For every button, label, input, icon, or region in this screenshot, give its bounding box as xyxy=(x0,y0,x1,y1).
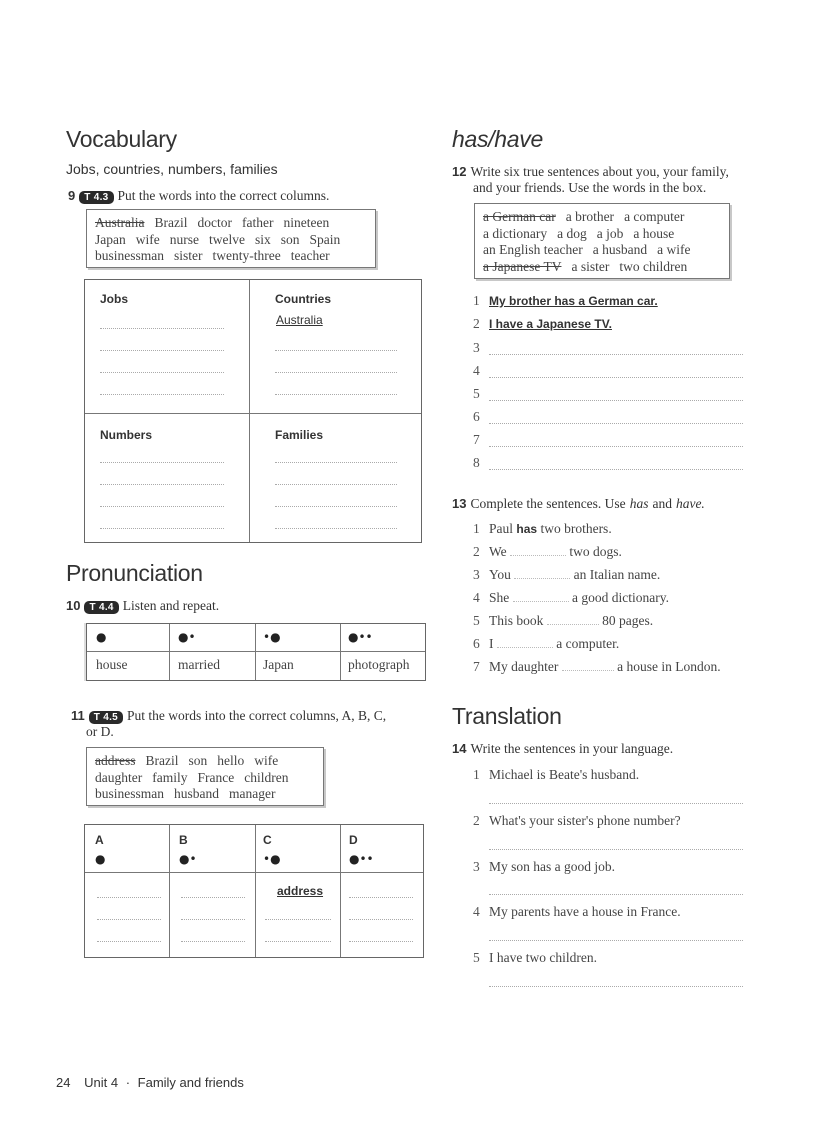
sentence-start: Paul xyxy=(489,521,514,536)
vocabulary-title: Vocabulary xyxy=(66,126,177,152)
answer-line[interactable] xyxy=(489,354,743,355)
answer-line[interactable] xyxy=(275,350,397,351)
line-number: 3 xyxy=(473,567,480,582)
word: businessman xyxy=(95,786,164,801)
answer-line[interactable] xyxy=(489,894,743,895)
unit-title: Family and friends xyxy=(137,1075,244,1090)
example-answer: has xyxy=(516,522,538,536)
word-line xyxy=(95,770,323,787)
line-number: 4 xyxy=(473,904,480,919)
grid-divider xyxy=(249,280,250,542)
word: twelve xyxy=(209,231,245,247)
vocabulary-subtitle: Jobs, countries, numbers, families xyxy=(66,161,278,177)
word: Spain xyxy=(309,231,341,247)
answer-line[interactable] xyxy=(100,528,224,529)
stress-pattern: ●•• xyxy=(349,852,374,866)
ex13-item xyxy=(473,590,669,606)
ex13-item xyxy=(473,544,622,560)
word: twenty-three xyxy=(212,248,281,263)
column-c-heading: C xyxy=(263,833,272,847)
sentence-end: a computer. xyxy=(556,636,620,651)
word: a dog xyxy=(557,225,587,241)
answer-line[interactable] xyxy=(100,350,224,351)
answer-line[interactable] xyxy=(489,986,743,987)
has-keyword: has xyxy=(629,496,649,511)
word-line xyxy=(483,226,729,243)
have-keyword: have. xyxy=(675,496,705,511)
exercise-number: 11 xyxy=(71,708,85,723)
answer-line[interactable] xyxy=(100,328,224,329)
pron-word: married xyxy=(178,657,220,672)
line-number: 2 xyxy=(473,544,480,559)
word: family xyxy=(152,769,188,785)
translation-title: Translation xyxy=(452,703,562,729)
ex13-item xyxy=(473,521,612,537)
table-divider xyxy=(340,624,341,680)
answer-line[interactable] xyxy=(489,446,743,447)
sentence-line-8 xyxy=(473,455,489,471)
answer-line[interactable] xyxy=(489,469,743,470)
translation-item xyxy=(473,813,681,829)
word: a brother xyxy=(565,209,615,224)
answer-line[interactable] xyxy=(100,394,224,395)
exercise-number: 10 xyxy=(66,598,81,613)
sentence-start: She xyxy=(489,590,510,605)
fill-in-blank[interactable] xyxy=(562,660,614,671)
word: businessman xyxy=(95,248,164,263)
answer-line[interactable] xyxy=(489,377,743,378)
exercise-9-header xyxy=(68,187,329,205)
exercise-13-header xyxy=(452,495,705,513)
word: wife xyxy=(254,753,279,768)
word: son xyxy=(188,753,208,768)
translation-item xyxy=(473,767,639,783)
word: two children xyxy=(619,258,688,274)
sentence-line-6 xyxy=(473,409,489,425)
line-number: 1 xyxy=(473,767,480,782)
fill-in-blank[interactable] xyxy=(547,614,599,625)
families-heading: Families xyxy=(275,428,324,442)
word-box-12 xyxy=(474,203,730,279)
word-line xyxy=(95,232,375,249)
line-number: 3 xyxy=(473,340,480,355)
translation-sentence: Michael is Beate's husband. xyxy=(489,767,640,782)
jobs-heading: Jobs xyxy=(100,292,129,306)
answer-line[interactable] xyxy=(489,803,743,804)
exercise-11-grid xyxy=(84,824,424,958)
line-number: 7 xyxy=(473,659,480,674)
word: a house xyxy=(633,225,675,241)
word: teacher xyxy=(290,248,330,263)
word: a husband xyxy=(592,242,648,257)
sentence-line-3 xyxy=(473,340,489,356)
exercise-instruction: Write six true sentences about you, your family, xyxy=(470,164,729,179)
line-number: 5 xyxy=(473,386,480,401)
sentence-line-1 xyxy=(473,293,658,309)
grid-divider xyxy=(340,825,341,957)
sentence-line-4 xyxy=(473,363,489,379)
column-d-heading: D xyxy=(349,833,358,847)
word: doctor xyxy=(197,215,232,230)
numbers-heading: Numbers xyxy=(100,428,153,442)
translation-sentence: My parents have a house in France. xyxy=(489,904,681,919)
answer-line[interactable] xyxy=(349,941,413,942)
word-line xyxy=(95,248,375,265)
word-box-11 xyxy=(86,747,324,806)
stress-pattern: ● xyxy=(96,630,107,644)
answer-line[interactable] xyxy=(100,462,224,463)
sentence-start: You xyxy=(489,567,511,582)
ex13-item xyxy=(473,636,619,652)
word-line xyxy=(95,786,323,803)
exercise-number: 13 xyxy=(452,496,467,511)
exercise-instruction: Complete the sentences. Use xyxy=(470,496,626,511)
sentence-start: I xyxy=(489,636,494,651)
answer-line[interactable] xyxy=(349,897,413,898)
word-box-9 xyxy=(86,209,376,268)
line-number: 1 xyxy=(473,293,480,308)
answer-line[interactable] xyxy=(489,940,743,941)
word: a German car xyxy=(483,209,556,224)
word: hello xyxy=(217,753,245,768)
page-number: 24 xyxy=(56,1075,71,1090)
answer-line[interactable] xyxy=(275,528,397,529)
answer-line[interactable] xyxy=(181,919,245,920)
exercise-instruction: Write the sentences in your language. xyxy=(470,741,674,756)
word: father xyxy=(242,215,274,230)
word: a dictionary xyxy=(483,225,548,241)
example-answer: My brother has a German car. xyxy=(489,294,658,308)
answer-line[interactable] xyxy=(489,423,743,424)
answer-line[interactable] xyxy=(100,506,224,507)
line-number: 2 xyxy=(473,813,480,828)
fill-in-blank[interactable] xyxy=(497,637,553,648)
column-a-heading: A xyxy=(95,833,104,847)
page-footer xyxy=(56,1075,244,1090)
word: a sister xyxy=(571,258,610,274)
exercise-12-header xyxy=(452,163,762,181)
and-word: and xyxy=(652,496,672,511)
grid-divider xyxy=(169,825,170,957)
line-number: 5 xyxy=(473,950,480,965)
sentence-end: an Italian name. xyxy=(573,567,661,582)
exercise-instruction: Put the words into the correct columns, A, B, C, xyxy=(127,708,387,723)
exercise-11-header xyxy=(71,707,421,725)
exercise-number: 14 xyxy=(452,741,467,756)
answer-line[interactable] xyxy=(275,506,397,507)
sentence-end: 80 pages. xyxy=(602,613,654,628)
sentence-line-7 xyxy=(473,432,489,448)
table-divider xyxy=(169,624,170,680)
word: a job xyxy=(596,225,624,241)
answer-line[interactable] xyxy=(100,484,224,485)
translation-sentence: What's your sister's phone number? xyxy=(489,813,681,828)
translation-sentence: I have two children. xyxy=(489,950,597,965)
word: son xyxy=(280,231,300,247)
translation-item xyxy=(473,859,615,875)
fill-in-blank[interactable] xyxy=(510,545,566,556)
countries-example-answer: Australia xyxy=(276,313,323,327)
word: Brazil xyxy=(145,753,179,768)
footer-separator: · xyxy=(125,1075,131,1090)
answer-line[interactable] xyxy=(265,941,331,942)
example-answer: I have a Japanese TV. xyxy=(489,317,612,331)
sentence-line-5 xyxy=(473,386,489,402)
stress-pattern: ●• xyxy=(179,852,197,866)
answer-line[interactable] xyxy=(265,919,331,920)
sentence-start: This book xyxy=(489,613,544,628)
sentence-end: a good dictionary. xyxy=(572,590,669,605)
word: children xyxy=(244,769,289,785)
answer-line[interactable] xyxy=(97,941,161,942)
word: husband xyxy=(174,786,219,801)
has-have-title: has/have xyxy=(452,126,543,152)
answer-line[interactable] xyxy=(275,484,397,485)
answer-line[interactable] xyxy=(275,462,397,463)
sentence-end: a house in London. xyxy=(617,659,721,674)
word-line xyxy=(483,209,729,226)
column-c-example-answer: address xyxy=(277,884,324,898)
answer-line[interactable] xyxy=(181,941,245,942)
word-line xyxy=(483,259,729,276)
word: six xyxy=(255,231,271,247)
exercise-9-grid xyxy=(84,279,422,543)
unit-label: Unit 4 xyxy=(84,1075,119,1090)
word: Japan xyxy=(95,231,126,247)
exercise-number: 12 xyxy=(452,164,467,179)
stress-pattern: •● xyxy=(263,630,281,644)
ex13-item xyxy=(473,659,721,675)
word-line xyxy=(95,215,375,232)
exercise-10-header xyxy=(66,597,219,615)
stress-pattern: ●• xyxy=(178,630,196,644)
line-number: 4 xyxy=(473,363,480,378)
pron-word: Japan xyxy=(263,657,294,672)
word: manager xyxy=(229,786,276,801)
answer-line[interactable] xyxy=(97,897,161,898)
pron-word: photograph xyxy=(348,657,410,672)
stress-pattern: •● xyxy=(263,852,281,866)
word: address xyxy=(95,753,136,768)
exercise-instruction-cont: or D. xyxy=(86,724,114,739)
sentence-end: two dogs. xyxy=(569,544,622,559)
line-number: 8 xyxy=(473,455,480,470)
answer-line[interactable] xyxy=(181,897,245,898)
word: daughter xyxy=(95,769,143,785)
exercise-number: 9 xyxy=(68,188,76,203)
word: Australia xyxy=(95,215,145,230)
word: nurse xyxy=(169,231,199,247)
line-number: 1 xyxy=(473,521,480,536)
grid-divider xyxy=(255,825,256,957)
word: nineteen xyxy=(283,215,330,230)
line-number: 5 xyxy=(473,613,480,628)
word: France xyxy=(197,769,235,785)
fill-in-blank[interactable] xyxy=(513,591,569,602)
word-line xyxy=(95,753,323,770)
line-number: 6 xyxy=(473,636,480,651)
answer-line[interactable] xyxy=(489,400,743,401)
answer-line[interactable] xyxy=(97,919,161,920)
translation-sentence: My son has a good job. xyxy=(489,859,615,874)
answer-line[interactable] xyxy=(349,919,413,920)
word: an English teacher xyxy=(483,242,583,257)
word: a wife xyxy=(657,242,691,257)
stress-pattern: ●•• xyxy=(348,630,373,644)
translation-item xyxy=(473,904,681,920)
answer-line[interactable] xyxy=(100,372,224,373)
sentence-start: My daughter xyxy=(489,659,559,674)
word-line xyxy=(483,242,729,259)
pron-word: house xyxy=(96,657,128,672)
exercise-instruction-cont: and your friends. Use the words in the box. xyxy=(473,180,707,195)
line-number: 3 xyxy=(473,859,480,874)
table-divider xyxy=(255,624,256,680)
ex13-item xyxy=(473,567,660,583)
sentence-start: We xyxy=(489,544,507,559)
word: a computer xyxy=(624,209,685,224)
line-number: 6 xyxy=(473,409,480,424)
audio-track-badge: T 4.5 xyxy=(89,711,123,724)
sentence-line-2 xyxy=(473,316,612,332)
word: sister xyxy=(174,248,203,263)
audio-track-badge: T 4.3 xyxy=(79,191,113,204)
stress-pattern: ● xyxy=(95,852,106,866)
line-number: 2 xyxy=(473,316,480,331)
translation-item xyxy=(473,950,597,966)
fill-in-blank[interactable] xyxy=(514,568,570,579)
answer-line[interactable] xyxy=(275,372,397,373)
exercise-14-header xyxy=(452,740,673,758)
sentence-end: two brothers. xyxy=(540,521,612,536)
audio-track-badge: T 4.4 xyxy=(84,601,118,614)
word: a Japanese TV xyxy=(483,258,562,274)
word: wife xyxy=(135,231,160,247)
line-number: 4 xyxy=(473,590,480,605)
word: Brazil xyxy=(154,215,188,230)
exercise-instruction: Put the words into the correct columns. xyxy=(117,188,330,203)
column-b-heading: B xyxy=(179,833,188,847)
answer-line[interactable] xyxy=(275,394,397,395)
ex13-item xyxy=(473,613,653,629)
table-divider xyxy=(87,651,425,652)
answer-line[interactable] xyxy=(489,849,743,850)
pronunciation-title: Pronunciation xyxy=(66,560,203,586)
countries-heading: Countries xyxy=(275,292,332,306)
line-number: 7 xyxy=(473,432,480,447)
grid-divider xyxy=(85,413,421,414)
exercise-10-table xyxy=(86,623,426,681)
grid-divider xyxy=(85,872,423,873)
exercise-instruction: Listen and repeat. xyxy=(122,598,220,613)
